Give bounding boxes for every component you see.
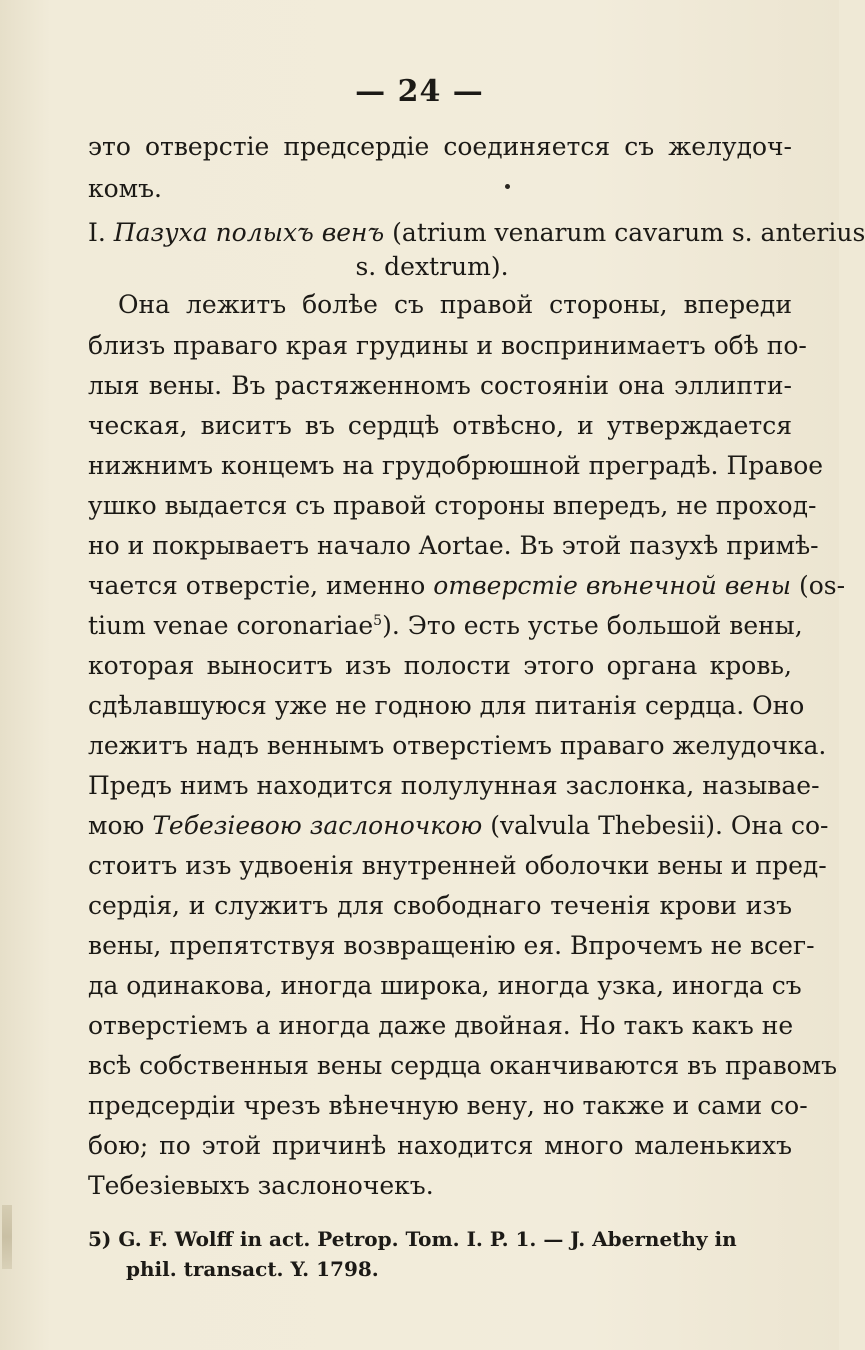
text-line: сердія, и служитъ для свободнаго теченія крови изъ xyxy=(88,891,792,920)
text-line: Тебезіевыхъ заслоночекъ. xyxy=(88,1171,434,1200)
text-fragment: ). Это есть устье большой вены, xyxy=(382,611,803,640)
text-line: которая выноситъ изъ полости этого органа кровь, xyxy=(88,651,792,680)
footnote-ref: 5 xyxy=(373,613,383,629)
emphasis-term: отверстіе вѣнечной вены xyxy=(433,571,792,600)
emphasis-term: Тебезіевою заслоночкою xyxy=(152,811,483,840)
text-line: отверстіемъ а иногда даже двойная. Но такъ какъ не xyxy=(88,1011,794,1040)
text-line: ушко выдается съ правой стороны впередъ, не проход- xyxy=(88,491,817,520)
text-line: комъ. xyxy=(88,174,162,203)
heading-prefix: I. xyxy=(88,218,106,247)
footnote-line: 5) G. F. Wolff in act. Petrop. Tom. I. P. 1. — J. Abernethy in xyxy=(88,1227,737,1251)
text-line: ческая, виситъ въ сердцѣ отвѣсно, и утверждается xyxy=(88,411,792,440)
text-line: это отверстіе предсердіе соединяется съ желудоч- xyxy=(88,132,792,161)
text-line: сдѣлавшуюся уже не годною для питанія сердца. Оно xyxy=(88,691,805,720)
text-line: Она лежитъ болѣе съ правой стороны, впереди xyxy=(118,290,792,319)
text-line: лыя вены. Въ растяженномъ состояніи она эллипти- xyxy=(88,371,792,400)
text-line: предсердіи чрезъ вѣнечную вену, но также и сами со- xyxy=(88,1091,808,1120)
ink-speck xyxy=(505,184,510,189)
text-line: да одинакова, иногда широка, иногда узка, иногда съ xyxy=(88,971,802,1000)
text-line: всѣ собственныя вены сердца оканчиваются въ правомъ xyxy=(88,1051,838,1080)
text-line: бою; по этой причинѣ находится много маленькихъ xyxy=(88,1131,792,1160)
heading-title: Пазуха полыхъ венъ xyxy=(113,218,385,247)
text-line: нижнимъ концемъ на грудобрюшной преградѣ. Правое xyxy=(88,451,824,480)
text-fragment: (os- xyxy=(798,571,846,600)
page-number: — 24 — xyxy=(355,74,484,109)
text-line: но и покрываетъ начало Aortae. Въ этой пазухѣ примѣ- xyxy=(88,531,819,560)
section-heading xyxy=(88,216,865,250)
text-fragment: чается отверстіе, именно xyxy=(88,571,426,600)
text-line: лежитъ надъ веннымъ отверстіемъ праваго желудочка. xyxy=(88,731,827,760)
latin-term: tium venae coronariae xyxy=(88,611,374,640)
text-fragment: (valvula Thebesii). Она со- xyxy=(490,811,829,840)
text-line xyxy=(88,809,829,843)
page-edge-stain xyxy=(2,1205,12,1269)
heading-latin: (atrium venarum cavarum s. anterius xyxy=(392,218,865,247)
text-line xyxy=(88,609,803,643)
text-fragment: мою xyxy=(88,811,145,840)
text-line: близъ праваго края грудины и воспринимаетъ обѣ по- xyxy=(88,331,807,360)
text-line: стоитъ изъ удвоенія внутренней оболочки вены и пред- xyxy=(88,851,827,880)
heading-latin-cont: s. dextrum). xyxy=(355,252,509,281)
text-line: вены, препятствуя возвращенію ея. Впрочемъ не всег- xyxy=(88,931,815,960)
text-line xyxy=(88,569,846,603)
text-line: Предъ нимъ находится полулунная заслонка, называе- xyxy=(88,771,820,800)
footnote-line: phil. transact. Y. 1798. xyxy=(126,1257,379,1281)
